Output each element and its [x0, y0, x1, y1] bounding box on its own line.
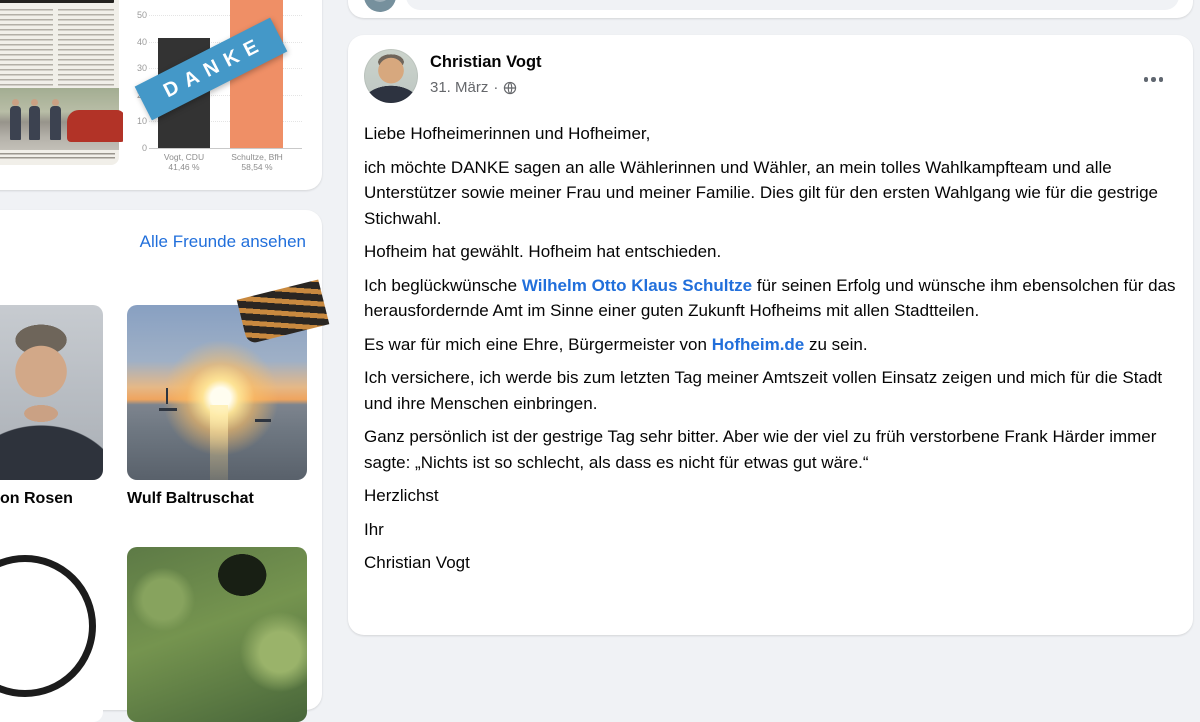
post-meta — [430, 79, 517, 96]
person-figure — [29, 106, 40, 140]
previous-card-fragment — [348, 0, 1193, 18]
friend-item — [0, 305, 103, 508]
post-text: Ich beglückwünsche — [364, 275, 522, 295]
chart-ytick: 30 — [136, 63, 147, 74]
newspaper-headline — [0, 0, 114, 3]
friends-card — [0, 210, 322, 710]
post-paragraph — [364, 365, 1177, 416]
friend-photo-green-portrait[interactable] — [127, 547, 307, 722]
chart-xlabel: Vogt, CDU 41,46 % — [163, 152, 205, 172]
chart-x-axis — [149, 148, 302, 149]
danke-banner: DANKE — [135, 18, 288, 121]
friend-item — [0, 547, 103, 722]
post-text: Hofheim hat gewählt. Hofheim hat entschieden. — [364, 242, 722, 261]
globe-icon — [503, 81, 517, 95]
post-text: Ich versichere, ich werde bis zum letzten Tag meiner Amtszeit vollen Einsatz zeigen und mich für die Stadt und ihre Menschen einbringen. — [364, 368, 1163, 413]
person-figure — [50, 106, 61, 140]
chart-ytick: 50 — [136, 10, 147, 20]
post-text: Es war für mich eine Ehre, Bürgermeister von — [364, 334, 712, 354]
chart-xlabel: Schultze, BfH 58,54 % — [231, 152, 283, 172]
person-figure — [10, 106, 21, 140]
post-menu-button[interactable] — [1138, 71, 1170, 88]
post-text: Ganz persönlich ist der gestrige Tag sehr bitter. Aber wie der viel zu früh verstorbene Frank Härder immer sagte: „Nichts ist so schlecht, als dass es nicht für etwas gut wäre.“ — [364, 427, 1157, 472]
newspaper-clipping-photo[interactable] — [0, 0, 119, 165]
post-text: Christian Vogt — [364, 553, 470, 572]
photos-card — [0, 0, 322, 190]
friend-name[interactable]: on Rosen — [0, 490, 73, 507]
friend-item — [127, 305, 307, 508]
friend-name[interactable]: Wulf Baltruschat — [127, 490, 254, 507]
friend-photo-logo-ring[interactable] — [0, 547, 103, 722]
post-inline-link[interactable]: Wilhelm Otto Klaus Schultze — [521, 275, 753, 295]
see-all-friends-link[interactable]: Alle Freunde ansehen — [139, 232, 306, 251]
post-inline-link[interactable]: Hofheim.de — [711, 334, 805, 354]
post-paragraph — [364, 332, 1177, 358]
chart-ytick: 0 — [141, 143, 147, 153]
post-header — [364, 47, 1177, 113]
post-text: Herzlichst — [364, 486, 439, 505]
author-name[interactable]: Christian Vogt — [430, 53, 542, 71]
friend-photo-sunset-sea[interactable] — [127, 305, 307, 480]
friend-photo-portrait-man-suit[interactable] — [0, 305, 103, 480]
friend-item — [127, 547, 307, 722]
post-text: ich möchte DANKE sagen an alle Wählerinnen und Wähler, an mein tolles Wahlkampfteam und alle Unterstützer sowie meiner Frau und meiner Familie. Dies gilt für den ersten Wahlgang wie für die gestrige Stichwahl. — [364, 157, 1158, 228]
post-text: Ihr — [364, 519, 384, 539]
post-paragraph — [364, 239, 1177, 265]
post-paragraph — [364, 550, 1177, 576]
meta-separator: · — [493, 79, 499, 96]
post-paragraph — [364, 273, 1177, 324]
post-card — [348, 35, 1193, 635]
author-avatar[interactable] — [364, 49, 418, 103]
post-paragraph — [364, 424, 1177, 475]
election-result-chart-photo[interactable] — [123, 0, 310, 172]
post-paragraph — [364, 121, 1177, 147]
chart-ytick: 40 — [136, 36, 147, 47]
newspaper-caption — [0, 153, 115, 161]
red-car-right — [67, 110, 125, 142]
post-paragraph — [364, 483, 1177, 509]
newspaper-photo — [0, 88, 119, 150]
post-body — [364, 121, 1177, 576]
post-text: zu sein. — [804, 334, 868, 354]
post-paragraph — [364, 517, 1177, 543]
post-date[interactable]: 31. März — [430, 79, 489, 96]
chart-ytick: 10 — [136, 116, 147, 127]
post-text: Liebe Hofheimerinnen und Hofheimer, — [364, 124, 651, 143]
post-paragraph — [364, 155, 1177, 232]
post-text: für seinen Erfolg und wünsche ihm ebensolchen für das herausfordernde Amt im Sinne einer guten Zukunft Hofheims mit allen Stadtteilen. — [364, 275, 1176, 320]
comment-avatar[interactable] — [364, 0, 396, 12]
newspaper-text-columns — [0, 9, 114, 87]
comment-input[interactable] — [406, 0, 1179, 10]
